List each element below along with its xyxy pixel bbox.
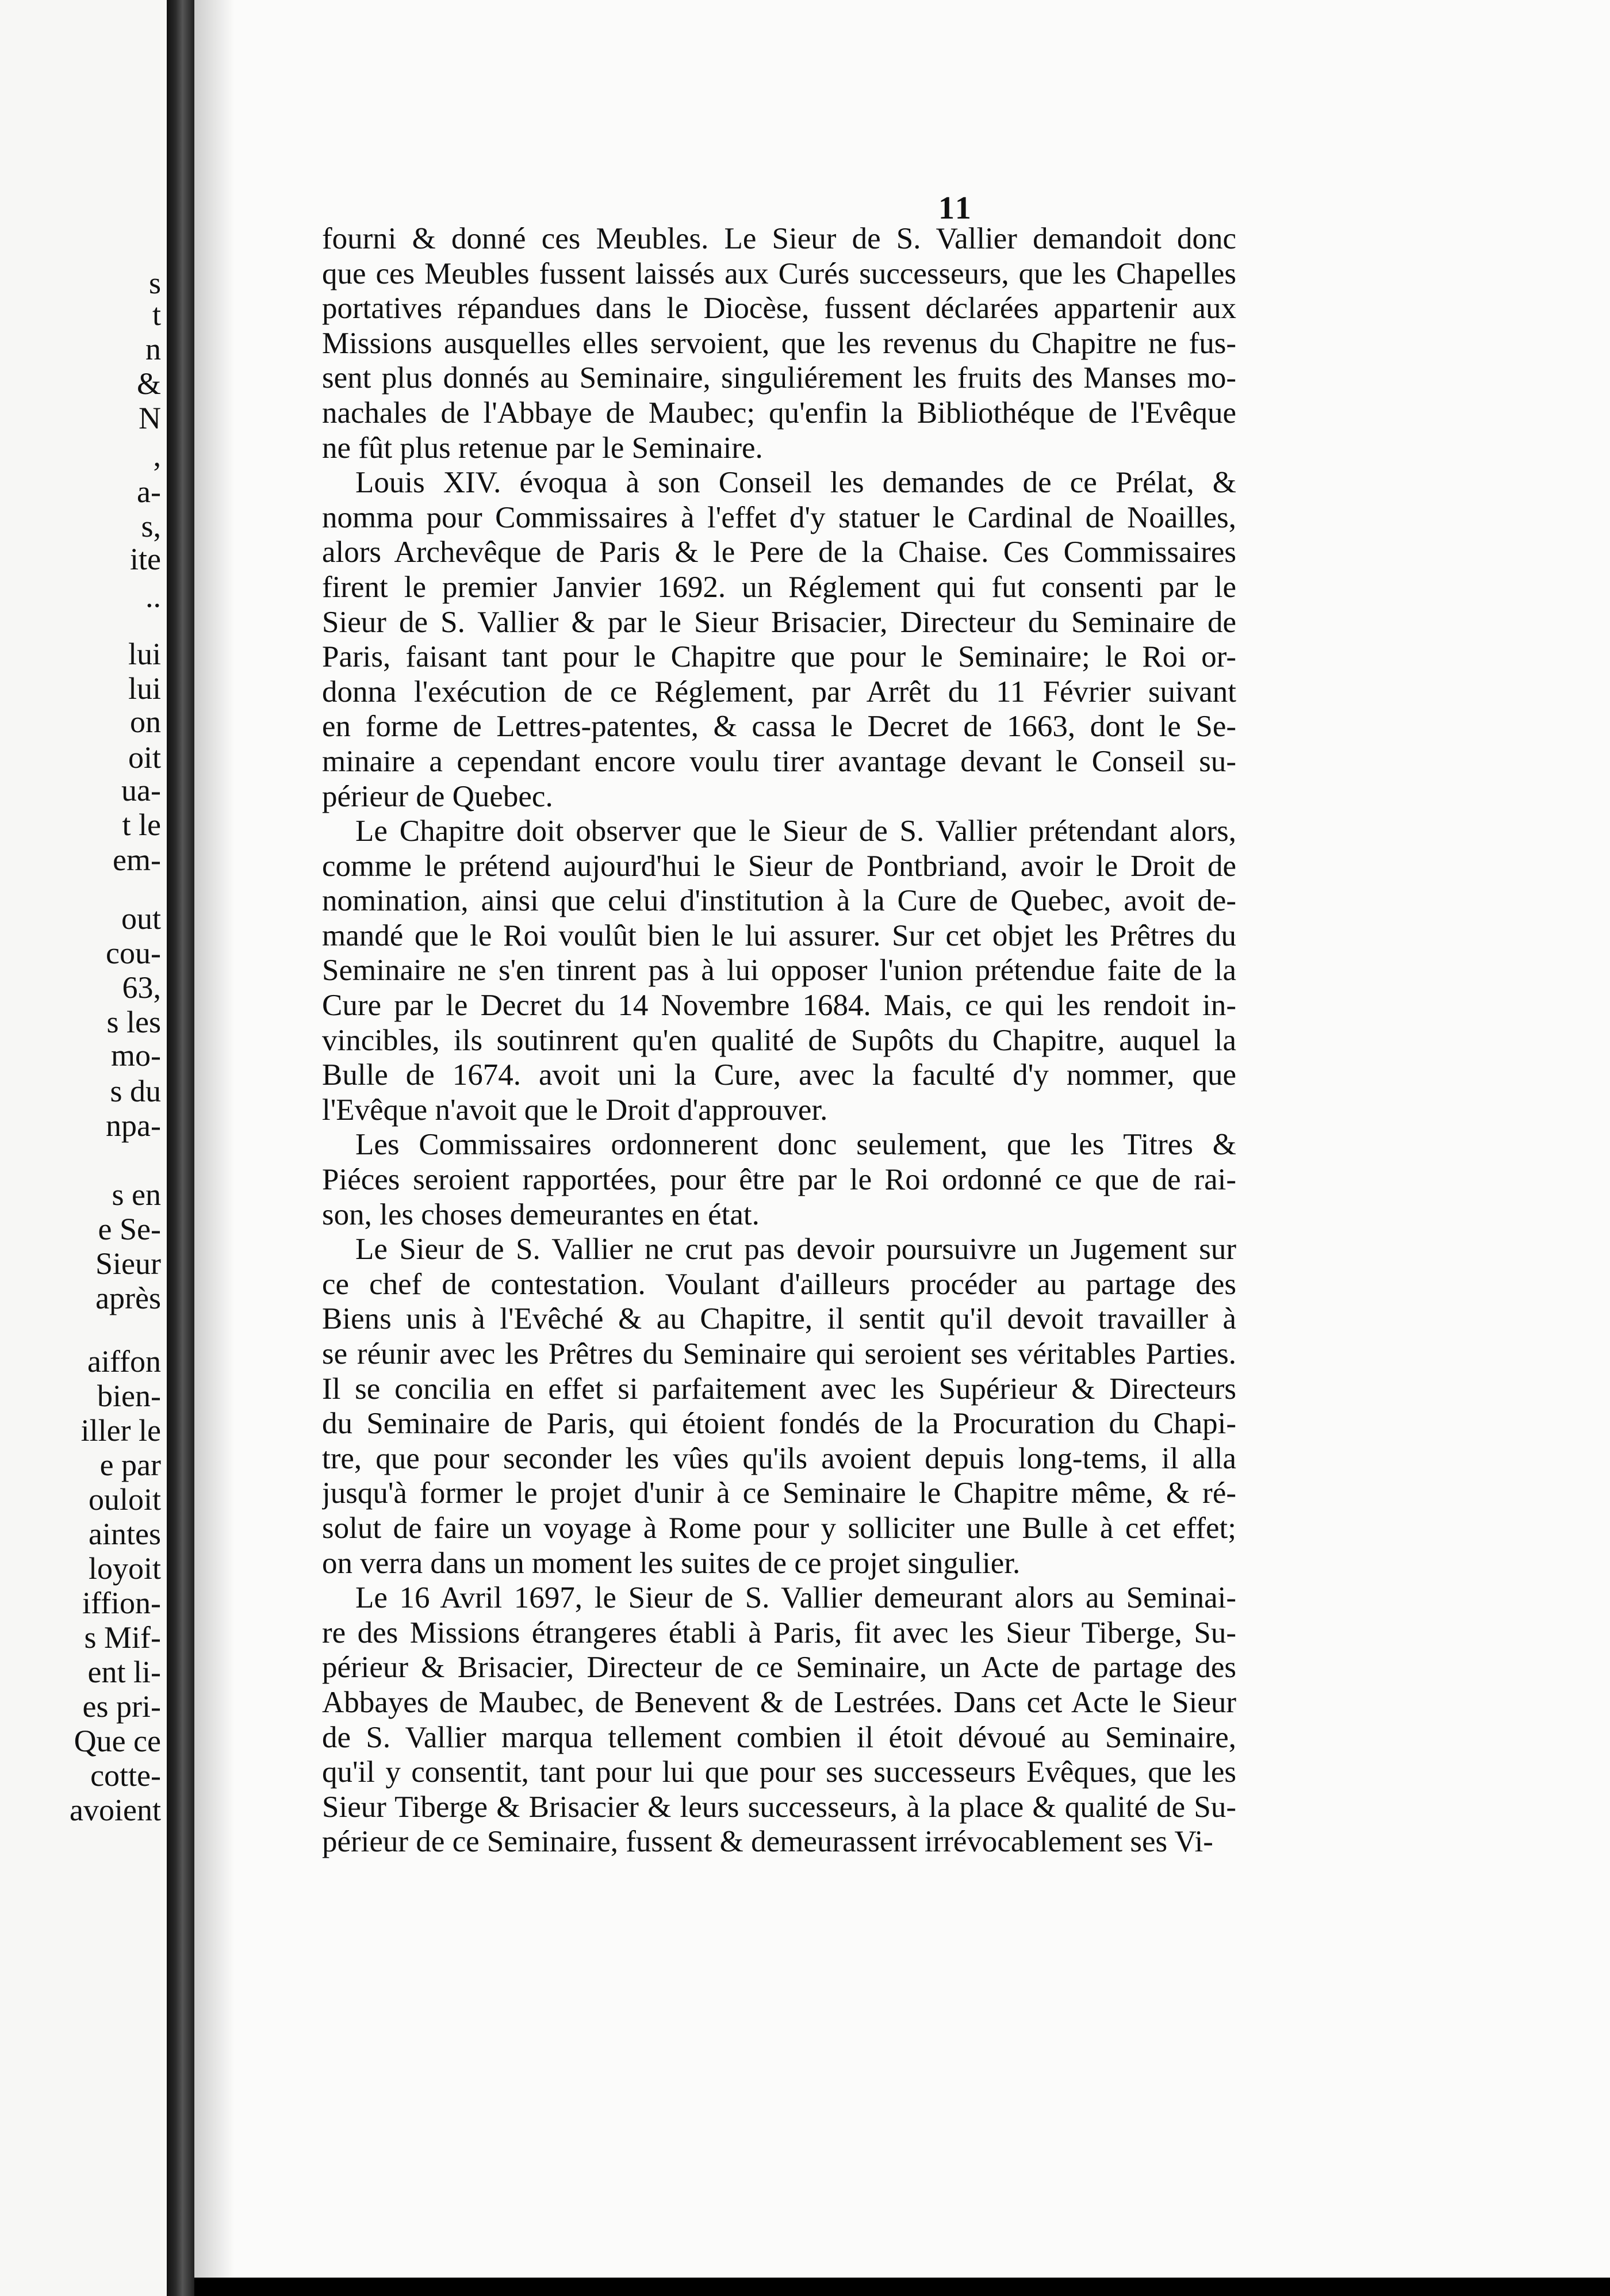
text-line: nachales de l'Abbaye de Maubec; qu'enfin la Bibliothéque de l'Evêque (322, 396, 1236, 430)
paragraph (322, 1581, 1236, 1859)
text-line: Cure par le Decret du 14 Novembre 1684. Mais, ce qui les rendoit in- (322, 989, 1236, 1023)
facing-page-text-fragment: lui (128, 671, 161, 706)
facing-page-text-fragment: 63, (122, 970, 161, 1005)
facing-page-text-fragment: & (136, 366, 161, 401)
facing-page-text-fragment: n (145, 332, 161, 366)
facing-page-text-fragment: s (148, 266, 161, 300)
facing-page-text-fragment: iller le (80, 1413, 161, 1448)
facing-page-text-fragment: cou- (106, 936, 161, 970)
facing-page-text-fragment: mo- (111, 1038, 161, 1073)
text-line: Bulle de 1674. avoit uni la Cure, avec la faculté d'y nommer, que (322, 1058, 1236, 1092)
text-line: re des Missions étrangeres établi à Paris, fit avec les Sieur Tiberge, Su- (322, 1616, 1236, 1650)
text-line: Piéces seroient rapportées, pour être par le Roi ordonné ce que de rai- (322, 1163, 1236, 1197)
facing-page-text-fragment: ua- (121, 773, 161, 808)
text-line: ne fût plus retenue par le Seminaire. (322, 431, 763, 465)
text-line: solut de faire un voyage à Rome pour y solliciter une Bulle à cet effet; (322, 1511, 1236, 1545)
facing-page-text-fragment: cotte- (90, 1758, 161, 1793)
facing-page-text-fragment: ouloit (88, 1482, 161, 1517)
text-line: minaire a cependant encore voulu tirer avantage devant le Conseil su- (322, 744, 1236, 778)
facing-page-text-fragment: s les (106, 1005, 161, 1039)
text-line: que ces Meubles fussent laissés aux Curés successeurs, que les Chapelles (322, 257, 1236, 290)
text-line: donna l'exécution de ce Réglement, par Arrêt du 11 Février suivant (322, 675, 1236, 709)
facing-page-text-fragment: e par (99, 1448, 161, 1482)
text-line: Abbayes de Maubec, de Benevent & de Lestrées. Dans cet Acte le Sieur (322, 1685, 1236, 1719)
text-line: de S. Vallier marqua tellement combien il étoit dévoué au Seminaire, (322, 1720, 1236, 1754)
text-line: sent plus donnés au Seminaire, singuliérement les fruits des Manses mo- (322, 361, 1236, 395)
paragraph (322, 465, 1236, 814)
facing-page-text-fragment: npa- (106, 1108, 161, 1143)
text-line: Biens unis à l'Evêché & au Chapitre, il sentit qu'il devoit travailler à (322, 1302, 1236, 1336)
main-text-block (322, 221, 1236, 1859)
facing-page-text-fragment: bien- (97, 1379, 161, 1413)
facing-page-text-fragment: em- (113, 843, 161, 877)
text-line: comme le prétend aujourd'hui le Sieur de Pontbriand, avoir le Droit de (322, 849, 1236, 883)
text-line: périeur de Quebec. (322, 779, 553, 813)
text-line: on verra dans un moment les suites de ce projet singulier. (322, 1546, 1021, 1580)
text-line: alors Archevêque de Paris & le Pere de la Chaise. Ces Commissaires (322, 535, 1236, 569)
facing-page-text-fragment: s Mif- (84, 1620, 161, 1655)
facing-page-text-fragment: s en (112, 1177, 161, 1212)
text-line: Sieur Tiberge & Brisacier & leurs successeurs, à la place & qualité de Su- (322, 1790, 1236, 1824)
text-line: l'Evêque n'avoit que le Droit d'approuver. (322, 1093, 828, 1127)
text-line: firent le premier Janvier 1692. un Réglement qui fut consenti par le (322, 570, 1236, 604)
text-line: son, les choses demeurantes en état. (322, 1197, 760, 1231)
facing-page-text-fragment: aintes (89, 1517, 161, 1551)
text-line: Seminaire ne s'en tinrent pas à lui opposer l'union prétendue faite de la (322, 954, 1236, 988)
page-bottom-edge (194, 2278, 1610, 2296)
facing-page-text-fragment: s du (110, 1074, 161, 1108)
facing-page-text-fragment: iffion- (82, 1586, 161, 1620)
text-line: qu'il y consentit, tant pour lui que pour ses successeurs Evêques, que les (322, 1755, 1236, 1789)
text-line: en forme de Lettres-patentes, & cassa le Decret de 1663, dont le Se- (322, 710, 1236, 744)
facing-page-text-fragment: avoient (70, 1793, 161, 1827)
text-line: Les Commissaires ordonnerent donc seulement, que les Titres & (355, 1128, 1236, 1162)
text-line: se réunir avec les Prêtres du Seminaire qui seroient ses véritables Parties. (322, 1337, 1236, 1371)
text-line: Il se concilia en effet si parfaitement avec les Supérieur & Directeurs (322, 1372, 1236, 1406)
text-line: vincibles, ils soutinrent qu'en qualité de Supôts du Chapitre, auquel la (322, 1023, 1236, 1057)
facing-page-text-fragment: , (153, 438, 161, 473)
facing-page-text-fragment: es pri- (82, 1689, 161, 1724)
text-line: Le 16 Avril 1697, le Sieur de S. Vallier demeurant alors au Seminai- (355, 1581, 1236, 1615)
text-line: périeur & Brisacier, Directeur de ce Seminaire, un Acte de partage des (322, 1651, 1236, 1685)
paragraph (322, 1127, 1236, 1232)
facing-page-text-fragment: t le (122, 808, 161, 842)
facing-page-text-fragment: N (139, 401, 161, 435)
facing-page-text-fragment: oit (128, 740, 161, 775)
book-binding-gutter (167, 0, 195, 2296)
text-line: Le Chapitre doit observer que le Sieur de S. Vallier prétendant alors, (355, 814, 1236, 848)
facing-page-text-fragment: Sieur (95, 1246, 161, 1281)
text-line: mandé que le Roi voulût bien le lui assurer. Sur cet objet les Prêtres du (322, 919, 1236, 952)
facing-page-text-fragment: out (121, 901, 161, 936)
text-line: Missions ausquelles elles servoient, que les revenus du Chapitre ne fus- (322, 326, 1236, 360)
text-line: Paris, faisant tant pour le Chapitre que pour le Seminaire; le Roi or- (322, 640, 1236, 674)
facing-page-text-fragment: après (95, 1281, 161, 1315)
paragraph (322, 1232, 1236, 1581)
facing-page-fragment (0, 0, 168, 2296)
text-line: ce chef de contestation. Voulant d'ailleurs procéder au partage des (322, 1267, 1236, 1301)
facing-page-text-fragment: ent li- (87, 1655, 161, 1689)
text-line: fourni & donné ces Meubles. Le Sieur de S. Vallier demandoit donc (322, 222, 1236, 255)
facing-page-text-fragment: .. (145, 579, 161, 614)
facing-page-text-fragment: on (130, 705, 161, 739)
facing-page-text-fragment: aiffon (87, 1344, 161, 1379)
text-line: tre, que pour seconder les vûes qu'ils avoient depuis long-tems, il alla (322, 1441, 1236, 1475)
facing-page-text-fragment: Que ce (74, 1724, 161, 1758)
text-line: périeur de ce Seminaire, fussent & demeurassent irrévocablement ses Vi- (322, 1825, 1213, 1859)
paragraph (322, 221, 1236, 465)
text-line: nomination, ainsi que celui d'institution à la Cure de Quebec, avoit de- (322, 884, 1236, 918)
page-number: 11 (938, 190, 973, 226)
text-line: du Seminaire de Paris, qui étoient fondés de la Procuration du Chapi- (322, 1407, 1236, 1441)
text-line: Sieur de S. Vallier & par le Sieur Brisacier, Directeur du Seminaire de (322, 605, 1236, 639)
facing-page-text-fragment: loyoit (88, 1551, 161, 1586)
facing-page-text-fragment: t (152, 297, 161, 332)
facing-page-text-fragment: s, (141, 509, 161, 544)
paragraph (322, 814, 1236, 1127)
text-line: Le Sieur de S. Vallier ne crut pas devoir poursuivre un Jugement sur (355, 1233, 1236, 1266)
facing-page-text-fragment: lui (128, 637, 161, 671)
facing-page-text-fragment: ite (130, 542, 161, 576)
facing-page-text-fragment: a- (137, 474, 161, 509)
text-line: Louis XIV. évoqua à son Conseil les demandes de ce Prélat, & (355, 466, 1236, 500)
text-line: portatives répandues dans le Diocèse, fussent déclarées appartenir aux (322, 292, 1236, 326)
facing-page-text-fragment: e Se- (98, 1212, 161, 1246)
text-line: nomma pour Commissaires à l'effet d'y statuer le Cardinal de Noailles, (322, 500, 1236, 534)
text-line: jusqu'à former le projet d'unir à ce Seminaire le Chapitre même, & ré- (322, 1476, 1236, 1510)
